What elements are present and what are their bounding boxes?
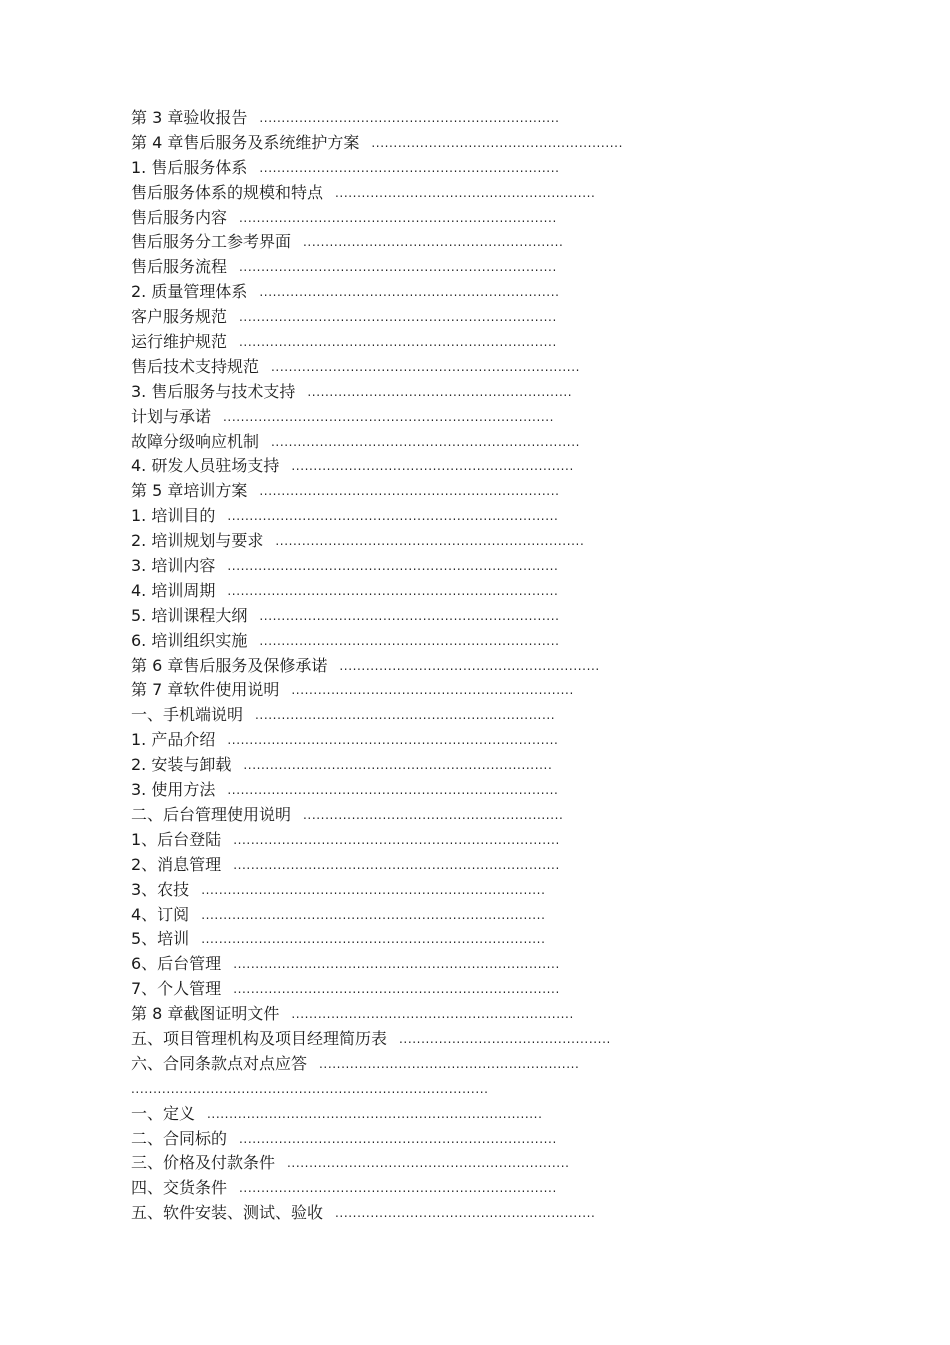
toc-entry-leader-dots: ................................................................ — [287, 1156, 570, 1171]
toc-entry-leader-dots: ........................................................... — [319, 1056, 580, 1071]
toc-entry-title: 5. 培训课程大纲 — [131, 605, 248, 625]
toc-entry[interactable] — [131, 131, 691, 156]
toc-entry-title: 2. 质量管理体系 — [131, 282, 248, 302]
toc-entry-leader-dots: .......................................................................... — [233, 857, 560, 872]
toc-entry-title: 1. 产品介绍 — [131, 730, 216, 750]
toc-entry[interactable] — [131, 1077, 691, 1102]
toc-entry-title: 三、价格及付款条件 — [131, 1153, 276, 1173]
toc-entry-leader-dots: .............................................................................. — [201, 932, 546, 947]
toc-entry[interactable] — [131, 430, 691, 455]
toc-entry-title: 计划与承诺 — [131, 406, 212, 426]
toc-entry[interactable] — [131, 678, 691, 703]
toc-entry[interactable] — [131, 454, 691, 479]
toc-entry[interactable] — [131, 1127, 691, 1152]
toc-entry-leader-dots: ........................................................................ — [239, 260, 557, 275]
toc-entry-title: 5、培训 — [131, 929, 190, 949]
toc-entry[interactable] — [131, 903, 691, 928]
toc-entry[interactable] — [131, 803, 691, 828]
toc-entry[interactable] — [131, 156, 691, 181]
toc-entry-title: 第 8 章截图证明文件 — [131, 1004, 280, 1024]
toc-entry-title: 二、后台管理使用说明 — [131, 804, 292, 824]
toc-entry-title: 2. 培训规划与要求 — [131, 531, 264, 551]
toc-entry-leader-dots: ........................................................................ — [239, 210, 557, 225]
toc-entry[interactable] — [131, 280, 691, 305]
toc-entry-title: 3. 培训内容 — [131, 556, 216, 576]
toc-entry-title: 2、消息管理 — [131, 854, 222, 874]
toc-entry-title: 故障分级响应机制 — [131, 431, 260, 451]
toc-entry-title: 6、后台管理 — [131, 954, 222, 974]
toc-entry[interactable] — [131, 1176, 691, 1201]
toc-entry[interactable] — [131, 629, 691, 654]
toc-entry[interactable] — [131, 579, 691, 604]
toc-entry-title: 2. 安装与卸载 — [131, 755, 232, 775]
toc-entry-leader-dots: ...................................................................... — [243, 758, 553, 773]
toc-entry[interactable] — [131, 206, 691, 231]
toc-entry[interactable] — [131, 529, 691, 554]
toc-entry-title: 4. 研发人员驻场支持 — [131, 456, 280, 476]
toc-entry-title: 五、软件安装、测试、验收 — [131, 1203, 324, 1223]
toc-entry[interactable] — [131, 1052, 691, 1077]
toc-entry-title: 售后技术支持规范 — [131, 356, 260, 376]
toc-entry-title: 第 5 章培训方案 — [131, 481, 248, 501]
toc-entry-leader-dots: ........................................................................ — [239, 1181, 557, 1196]
toc-entry-leader-dots: .................................................................... — [259, 285, 560, 300]
toc-entry[interactable] — [131, 952, 691, 977]
toc-entry-leader-dots: .......................................................................... — [233, 832, 560, 847]
toc-entry[interactable] — [131, 255, 691, 280]
toc-entry[interactable] — [131, 728, 691, 753]
toc-entry[interactable] — [131, 106, 691, 131]
toc-entry-leader-dots: ........................................................................ — [239, 1131, 557, 1146]
toc-entry-leader-dots: ........................................................................... — [227, 509, 559, 524]
toc-entry[interactable] — [131, 778, 691, 803]
toc-entry-leader-dots: .......................................................................... — [233, 957, 560, 972]
toc-entry-leader-dots: .............................................................................. — [201, 882, 546, 897]
toc-entry-leader-dots: ......................................................... — [371, 135, 623, 150]
toc-entry-leader-dots: ........................................................................... — [223, 409, 555, 424]
toc-entry-title: 第 3 章验收报告 — [131, 108, 248, 127]
toc-entry[interactable] — [131, 927, 691, 952]
toc-entry-title: 3. 售后服务与技术支持 — [131, 381, 296, 401]
toc-entry-leader-dots: ........................................................... — [303, 807, 564, 822]
toc-entry-leader-dots: .............................................................................. — [201, 907, 546, 922]
toc-entry-leader-dots: ........................................................... — [303, 235, 564, 250]
toc-entry[interactable] — [131, 355, 691, 380]
toc-entry[interactable] — [131, 828, 691, 853]
toc-entry-title: 7、个人管理 — [131, 979, 222, 999]
toc-entry[interactable] — [131, 479, 691, 504]
toc-entry-title: 第 6 章售后服务及保修承诺 — [131, 655, 328, 675]
toc-entry-title: 售后服务分工参考界面 — [131, 232, 292, 252]
toc-entry[interactable] — [131, 753, 691, 778]
toc-entry-title: 售后服务体系的规模和特点 — [131, 182, 324, 202]
toc-entry-leader-dots: ........................................................... — [335, 185, 596, 200]
toc-entry-title: 4. 培训周期 — [131, 580, 216, 600]
toc-entry-leader-dots: .................................................................... — [255, 708, 556, 723]
toc-entry-title: 3、农技 — [131, 879, 190, 899]
toc-entry[interactable] — [131, 380, 691, 405]
toc-entry-title: 客户服务规范 — [131, 307, 228, 327]
toc-entry[interactable] — [131, 1002, 691, 1027]
toc-entry[interactable] — [131, 1027, 691, 1052]
toc-entry-title: 售后服务内容 — [131, 207, 228, 227]
toc-entry-leader-dots: .................................................................... — [259, 608, 560, 623]
toc-entry[interactable] — [131, 853, 691, 878]
toc-entry[interactable] — [131, 1102, 691, 1127]
toc-entry-leader-dots: .......................................................................... — [233, 982, 560, 997]
toc-entry-leader-dots: ........................................................................ — [239, 310, 557, 325]
toc-entry-leader-dots: ...................................................................... — [271, 359, 581, 374]
toc-entry-leader-dots: ............................................................ — [307, 384, 573, 399]
toc-entry-title: 第 4 章售后服务及系统维护方案 — [131, 132, 360, 152]
toc-entry-leader-dots: .................................................................... — [259, 160, 560, 175]
toc-entry[interactable] — [131, 330, 691, 355]
toc-entry-title: 1. 售后服务体系 — [131, 157, 248, 177]
toc-entry[interactable] — [131, 878, 691, 903]
toc-entry-leader-dots: ................................................................ — [291, 1007, 574, 1022]
toc-entry-leader-dots: .................................................................... — [259, 633, 560, 648]
toc-entry-title: 六、合同条款点对点应答 — [131, 1053, 308, 1073]
toc-entry[interactable] — [131, 181, 691, 206]
toc-entry[interactable] — [131, 604, 691, 629]
toc-entry[interactable] — [131, 504, 691, 529]
toc-entry-leader-dots: ................................................................ — [291, 683, 574, 698]
toc-entry-leader-dots: ........................................................................... — [227, 733, 559, 748]
toc-entry[interactable] — [131, 977, 691, 1002]
toc-entry-title: 一、手机端说明 — [131, 705, 244, 725]
toc-entry-leader-dots: ................................................................................. — [131, 1081, 489, 1096]
toc-entry-leader-dots: ............................................................................ — [207, 1106, 543, 1121]
toc-entry-leader-dots: .................................................................... — [259, 111, 560, 125]
toc-entry-title: 1、后台登陆 — [131, 829, 222, 849]
toc-entry[interactable] — [131, 1201, 691, 1226]
toc-entry-title: 4、订阅 — [131, 904, 190, 924]
toc-entry[interactable] — [131, 654, 691, 679]
toc-entry-leader-dots: ...................................................................... — [275, 534, 585, 549]
toc-entry-title: 6. 培训组织实施 — [131, 630, 248, 650]
toc-entry-title: 售后服务流程 — [131, 257, 228, 277]
toc-entry[interactable] — [131, 703, 691, 728]
toc-entry-title: 五、项目管理机构及项目经理简历表 — [131, 1028, 388, 1048]
toc-entry-leader-dots: .................................................................... — [259, 484, 560, 499]
toc-entry-title: 二、合同标的 — [131, 1128, 228, 1148]
toc-entry[interactable] — [131, 554, 691, 579]
toc-entry-leader-dots: ........................................................... — [335, 1206, 596, 1221]
toc-entry-title: 一、定义 — [131, 1103, 196, 1123]
toc-entry[interactable] — [131, 405, 691, 430]
toc-entry-leader-dots: ...................................................................... — [271, 434, 581, 449]
toc-entry-leader-dots: ........................................................................... — [227, 559, 559, 574]
toc-entry-title: 运行维护规范 — [131, 332, 228, 352]
toc-entry-leader-dots: ........................................................................ — [239, 335, 557, 350]
table-of-contents — [131, 106, 691, 1226]
toc-entry[interactable] — [131, 305, 691, 330]
toc-entry-leader-dots: ................................................ — [399, 1031, 611, 1046]
toc-entry-leader-dots: ........................................................................... — [227, 783, 559, 798]
toc-entry[interactable] — [131, 1151, 691, 1176]
toc-entry-title: 第 7 章软件使用说明 — [131, 680, 280, 700]
toc-entry-title: 1. 培训目的 — [131, 506, 216, 526]
toc-entry-title: 四、交货条件 — [131, 1178, 228, 1198]
toc-entry-leader-dots: ........................................................... — [339, 658, 600, 673]
toc-entry-leader-dots: ................................................................ — [291, 459, 574, 474]
toc-entry-leader-dots: ........................................................................... — [227, 583, 559, 598]
toc-entry-title: 3. 使用方法 — [131, 780, 216, 800]
toc-entry[interactable] — [131, 230, 691, 255]
